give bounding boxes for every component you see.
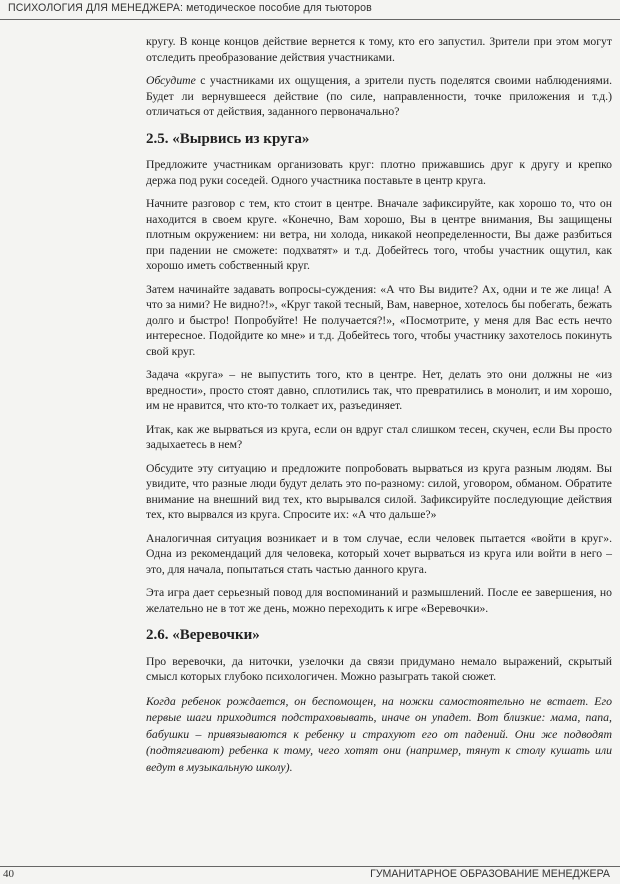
page-content xyxy=(146,34,612,783)
page-number: 40 xyxy=(3,868,14,880)
paragraph: Затем начинайте задавать вопросы-суждения: «А что Вы видите? Ах, одни и те же лица! А что за ними? Не видно?!», «Круг такой тесный, Вам, наверное, хотелось бы побегать, бежать долго и быстро! Попробуйте! Не получается?!», «Посмотрите, у меня для Вас есть нечто интересное. Подойдите ко мне» и т.д. Добейтесь того, чтобы участнику захотелось покинуть свой круг. xyxy=(146,282,612,358)
paragraph: Начните разговор с тем, кто стоит в центре. Вначале зафиксируйте, как хорошо то, что он находится в своем круге. «Конечно, Вам хорошо, Вы в центре внимания, Вы защищены плотным окружением: ни ветра, ни холода, никакой неопределенности, Вы даже разбиться при падении не сможете: подхватят» и т.д. Добейтесь того, чтобы участник ощутил, как хорошо иметь собственный круг. xyxy=(146,197,612,272)
running-header: ПСИХОЛОГИЯ ДЛЯ МЕНЕДЖЕРА: методическое пособие для тьюторов xyxy=(8,2,372,14)
paragraph: Предложите участникам организовать круг: плотно прижавшись друг к другу и крепко держа под руки соседей. Одного участника поставьте в центр круга. xyxy=(146,158,612,187)
header-rule xyxy=(0,19,620,20)
footer-rule xyxy=(0,866,620,867)
section-heading: 2.5. «Вырвись из круга» xyxy=(146,130,310,147)
paragraph-text: с участниками их ощущения, а зрители пусть поделятся своими наблюдениями. Будет ли вернувшееся действие (по силе, направленности, точке приложения и т.д.) отличаться от действия, заданного первоначально? xyxy=(146,74,612,118)
italic-quote: Когда ребенок рождается, он беспомощен, на ножки самостоятельно не встает. Его первые шаги приходится подстраховывать, иначе он упадет. Вот близкие: мама, папа, бабушки – привязываются к ребенку и страхуют его от падений. Они же подводят (подтягивают) ребенка к тому, чего хотят они (например, тянут к столу кушать или ведут в музыкальную школу). xyxy=(146,693,612,774)
paragraph xyxy=(146,73,612,120)
paragraph: Про веревочки, да ниточки, узелочки да связи придумано немало выражений, скрытый смысл которых глубоко психологичен. Можно разыграть такой сюжет. xyxy=(146,654,612,683)
section-heading: 2.6. «Веревочки» xyxy=(146,627,260,643)
paragraph: кругу. В конце концов действие вернется к тому, кто его запустил. Зрители при этом могут отследить преобразование действия участниками. xyxy=(146,35,612,64)
emphasis: Обсудите xyxy=(146,74,196,87)
paragraph: Итак, как же вырваться из круга, если он вдруг стал слишком тесен, скучен, если Вы просто задыхаетесь в нем? xyxy=(146,422,612,451)
paragraph: Задача «круга» – не выпустить того, кто в центре. Нет, делать это они должны не «из вредности», просто стоят давно, сплотились так, что превратились в монолит, и им хорошо, им не нравится, что кто-то толкает их, разъединяет. xyxy=(146,368,612,412)
paragraph: Аналогичная ситуация возникает и в том случае, если человек пытается «войти в круг». Одна из рекомендаций для человека, который хочет вырваться из круга или войти в него – это, для начала, попытаться стать частью данного круга. xyxy=(146,531,612,576)
paragraph: Обсудите эту ситуацию и предложите попробовать вырваться из круга разным людям. Вы увидите, что разные люди будут делать это по-разному: силой, уговором, обманом. Обратите внимание на внешний вид тех, кто вырывался силой. Зафиксируйте последующие действия тех, кто вырвался из круга. Спросите их: «А что дальше?» xyxy=(146,461,612,521)
paragraph: Эта игра дает серьезный повод для воспоминаний и размышлений. После ее завершения, но желательно не в тот же день, можно переходить к игре «Веревочки». xyxy=(146,586,612,615)
footer-book-title: ГУМАНИТАРНОЕ ОБРАЗОВАНИЕ МЕНЕДЖЕРА xyxy=(370,868,610,880)
